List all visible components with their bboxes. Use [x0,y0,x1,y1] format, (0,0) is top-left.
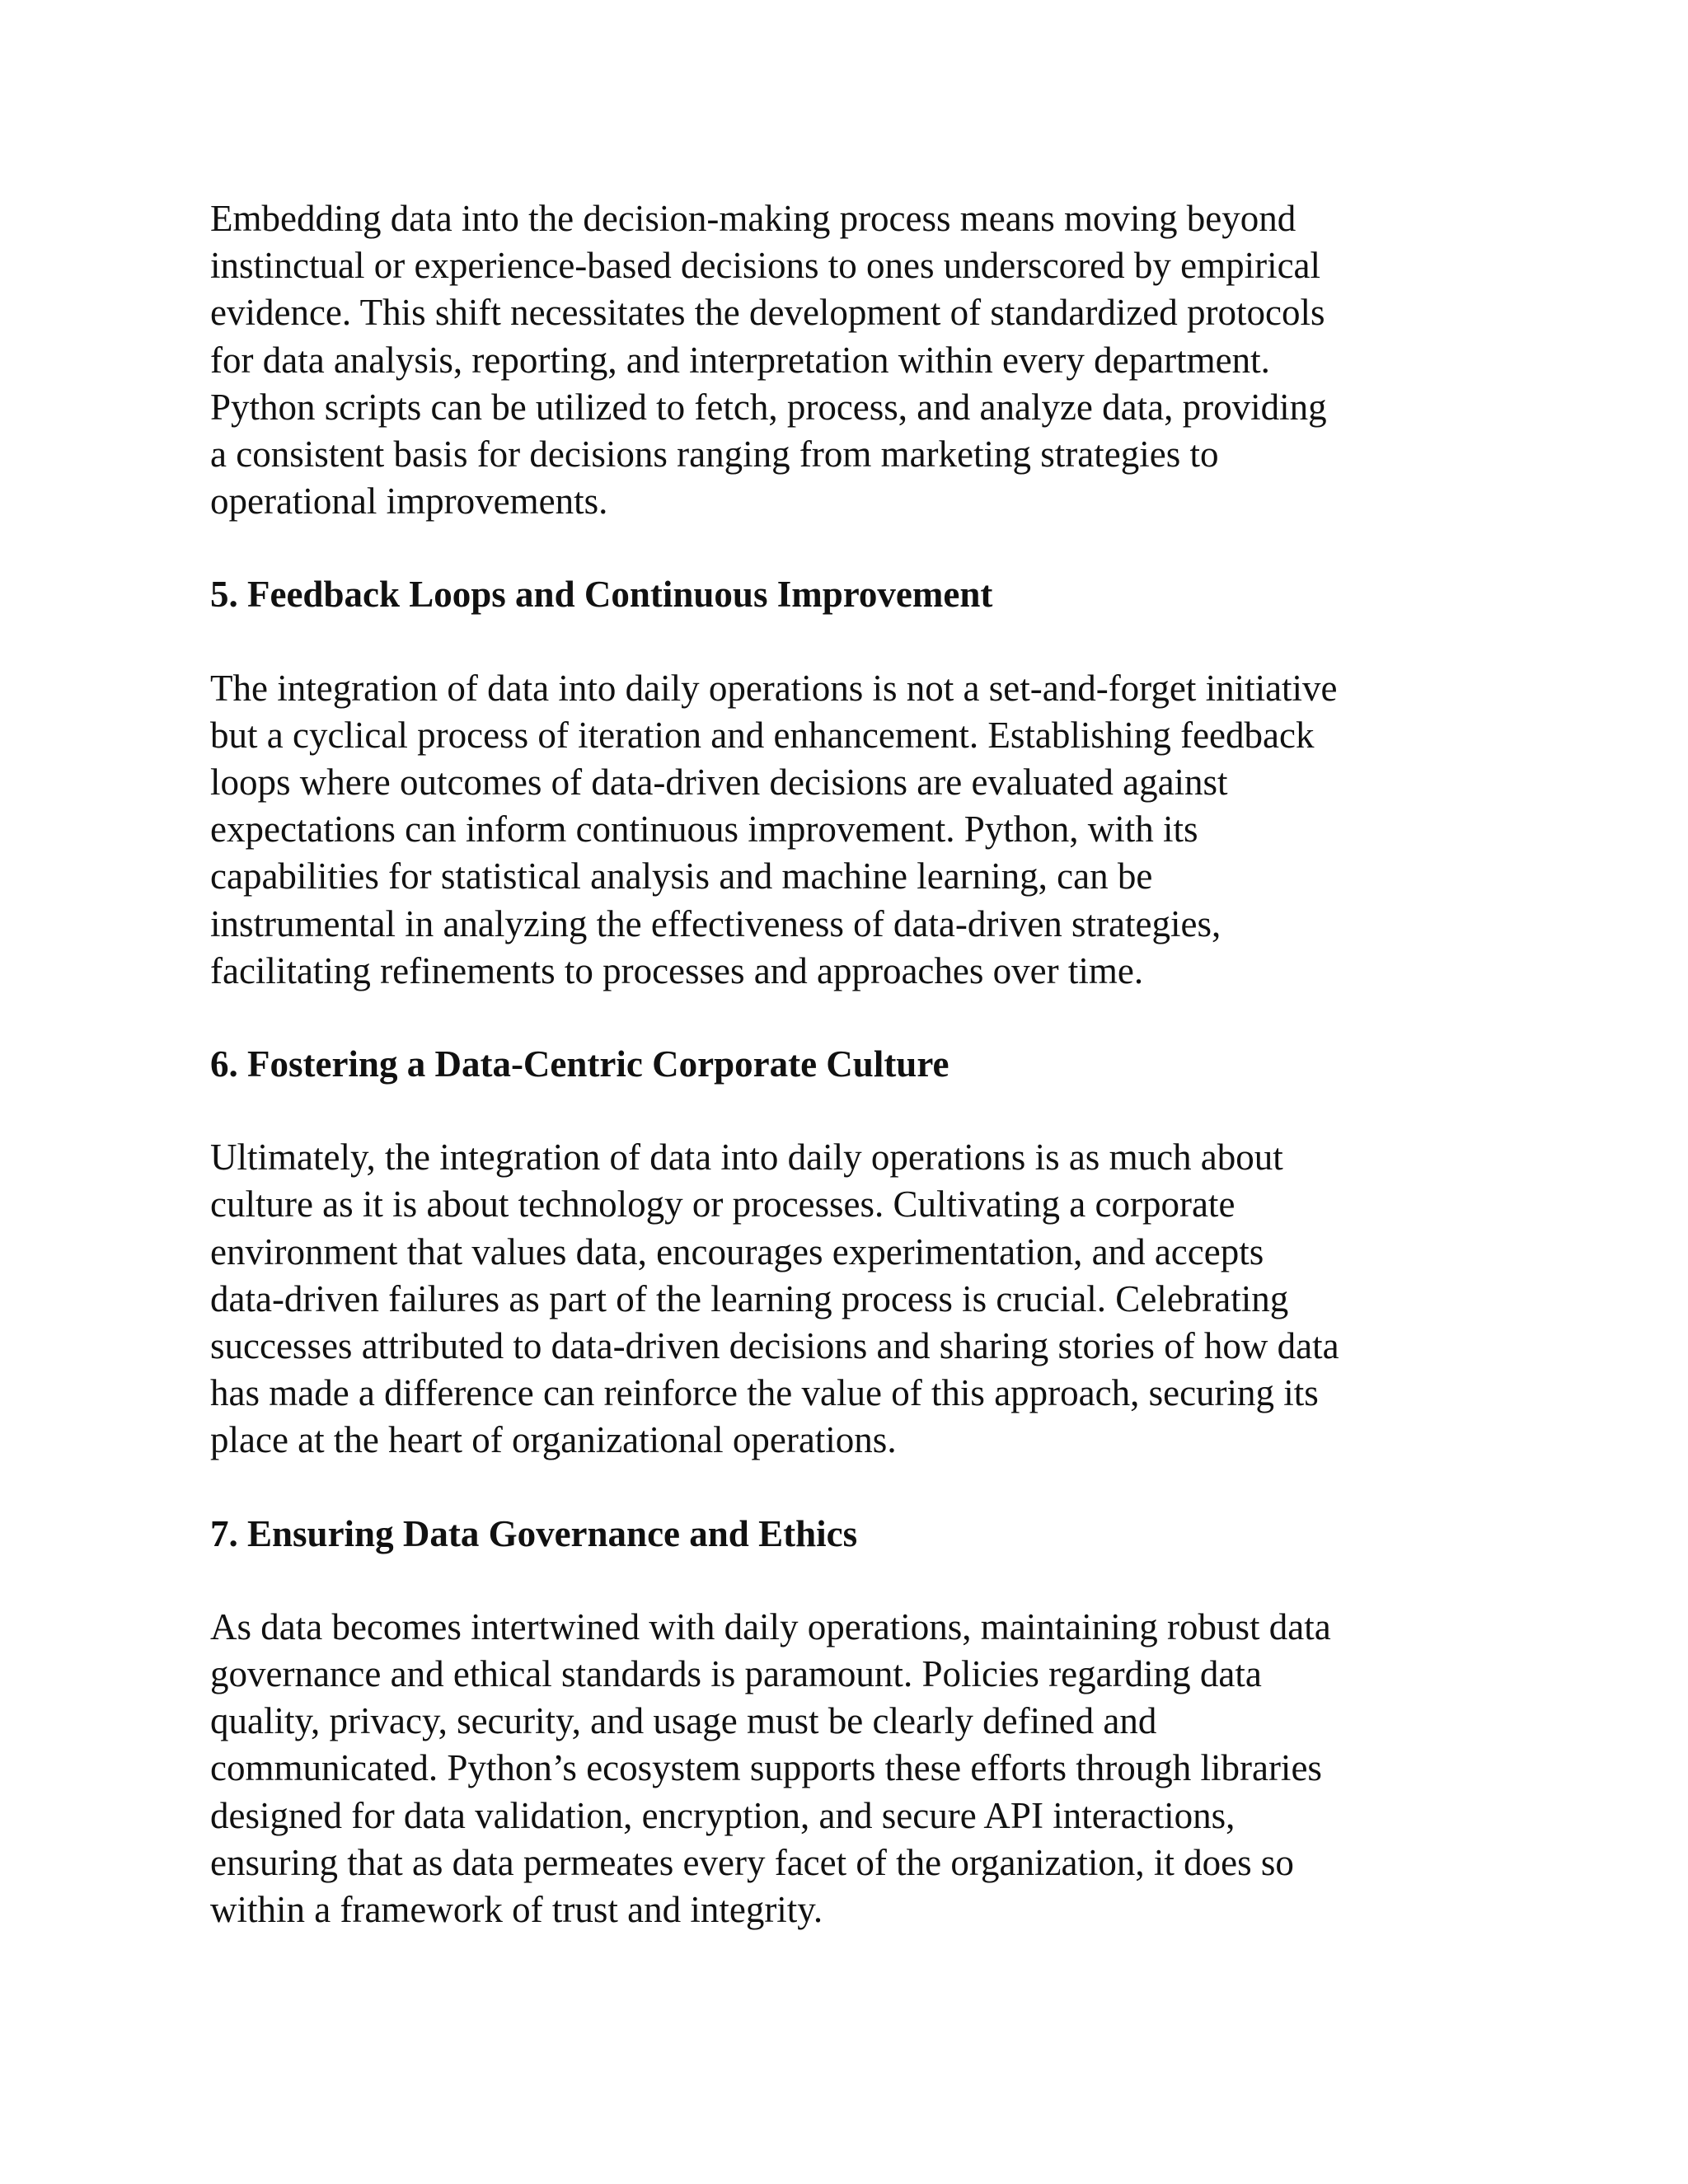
paragraph-line: As data becomes intertwined with daily operations, maintaining robust data [210,1605,1331,1647]
paragraph-feedback-loops [210,665,1496,995]
paragraph-line: instrumental in analyzing the effectiveness of data-driven strategies, [210,902,1221,944]
paragraph-line: The integration of data into daily operations is not a set-and-forget initiative [210,667,1338,709]
section-heading-feedback-loops: 5. Feedback Loops and Continuous Improvement [210,574,993,616]
paragraph-line: facilitating refinements to processes and approaches over time. [210,949,1144,991]
paragraph-line: data-driven failures as part of the learning process is crucial. Celebrating [210,1277,1289,1319]
paragraph-line: but a cyclical process of iteration and enhancement. Establishing feedback [210,714,1315,756]
paragraph-line: successes attributed to data-driven decisions and sharing stories of how data [210,1325,1339,1367]
paragraph-line: a consistent basis for decisions ranging from marketing strategies to [210,434,1219,476]
paragraph-data-in-decision-making [210,195,1496,525]
page-content [210,195,1496,1933]
paragraph-line: governance and ethical standards is paramount. Policies regarding data [210,1653,1262,1695]
paragraph-line: designed for data validation, encryption, and secure API interactions, [210,1794,1236,1836]
paragraph-line: communicated. Python’s ecosystem supports these efforts through libraries [210,1747,1322,1789]
paragraph-line: place at the heart of organizational operations. [210,1419,897,1461]
paragraph-line: Python scripts can be utilized to fetch, process, and analyze data, providing [210,386,1327,428]
paragraph-line: operational improvements. [210,480,608,523]
paragraph-line: within a framework of trust and integrity. [210,1889,823,1931]
spacer [210,1088,1496,1134]
paragraph-line: expectations can inform continuous improvement. Python, with its [210,808,1198,851]
paragraph-line: ensuring that as data permeates every facet of the organization, it does so [210,1841,1294,1883]
paragraph-line: loops where outcomes of data-driven decisions are evaluated against [210,762,1228,804]
spacer [210,995,1496,1041]
spacer [210,1465,1496,1511]
spacer [210,619,1496,665]
paragraph-line: Ultimately, the integration of data into daily operations is as much about [210,1137,1283,1179]
spacer [210,525,1496,571]
paragraph-line: capabilities for statistical analysis and machine learning, can be [210,855,1153,898]
paragraph-line: culture as it is about technology or processes. Cultivating a corporate [210,1183,1236,1226]
paragraph-line: instinctual or experience-based decisions to ones underscored by empirical [210,245,1321,287]
paragraph-line: Embedding data into the decision-making process means moving beyond [210,198,1296,239]
section-heading-data-governance: 7. Ensuring Data Governance and Ethics [210,1512,858,1554]
paragraph-line: environment that values data, encourages experimentation, and accepts [210,1230,1264,1272]
paragraph-corporate-culture [210,1134,1496,1464]
paragraph-line: has made a difference can reinforce the value of this approach, securing its [210,1372,1319,1414]
section-heading-corporate-culture: 6. Fostering a Data-Centric Corporate Culture [210,1043,950,1085]
paragraph-line: for data analysis, reporting, and interpretation within every department. [210,339,1270,381]
paragraph-line: evidence. This shift necessitates the development of standardized protocols [210,292,1325,334]
paragraph-line: quality, privacy, security, and usage must be clearly defined and [210,1700,1157,1742]
paragraph-data-governance [210,1604,1496,1933]
spacer [210,1558,1496,1604]
